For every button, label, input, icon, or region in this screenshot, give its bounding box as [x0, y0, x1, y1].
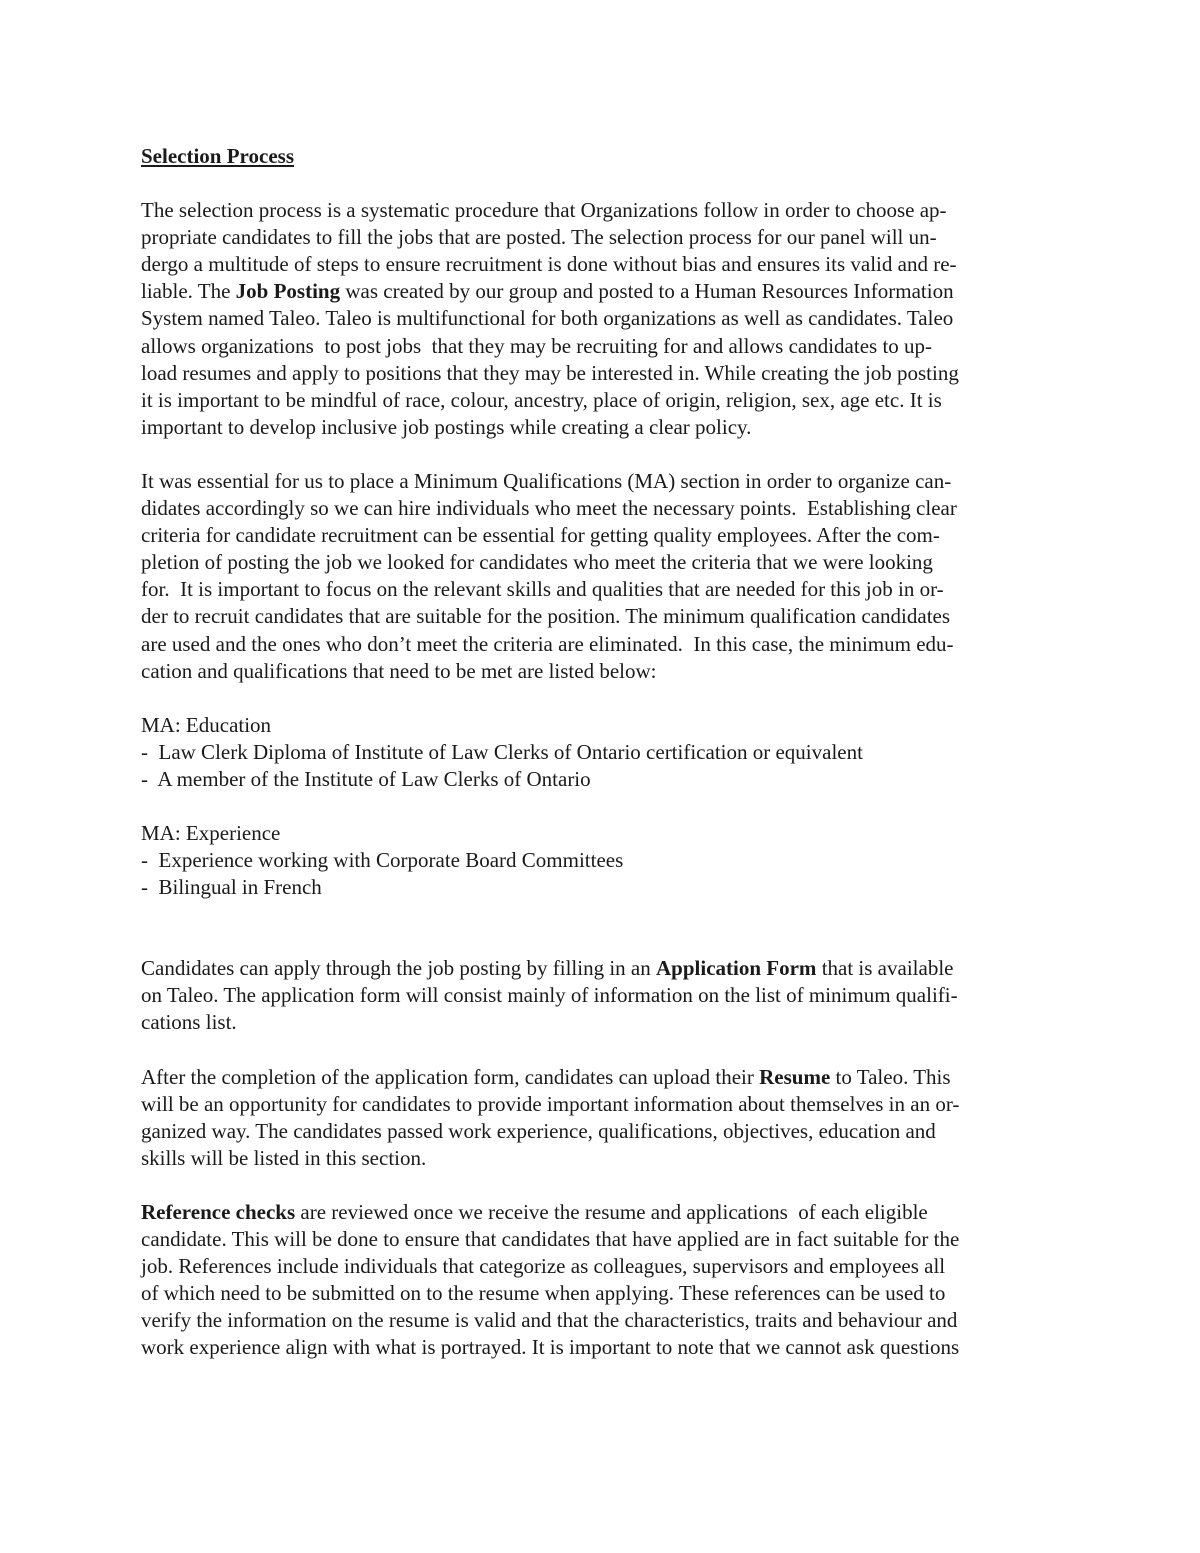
- text-line-application-form: [141, 955, 1061, 982]
- text-line: cation and qualifications that need to be met are listed below:: [141, 658, 657, 683]
- text-fragment: liable. The: [141, 279, 236, 304]
- bold-term-resume: Resume: [759, 1064, 831, 1089]
- text-fragment: After the completion of the application form, candidates can upload their: [141, 1064, 760, 1089]
- list-item: - A member of the Institute of Law Clerks of Ontario: [141, 766, 591, 791]
- text-line: cations list.: [141, 1010, 237, 1035]
- text-line: important to develop inclusive job postings while creating a clear policy.: [141, 414, 752, 439]
- text-line: didates accordingly so we can hire individuals who meet the necessary points. Establishing clear: [141, 496, 957, 521]
- bold-term-job-posting: Job Posting: [235, 279, 341, 304]
- text-line: ganized way. The candidates passed work experience, qualifications, objectives, education and: [141, 1118, 936, 1143]
- paragraph-selection-overview: [141, 197, 1061, 441]
- list-item: - Bilingual in French: [141, 875, 322, 900]
- text-line-job-posting: [141, 278, 1061, 305]
- text-line: It was essential for us to place a Minimum Qualifications (MA) section in order to organize can-: [141, 468, 952, 493]
- experience-section: [141, 820, 1061, 901]
- education-section: [141, 712, 1061, 793]
- text-line: skills will be listed in this section.: [141, 1145, 427, 1170]
- spacer: [141, 928, 1061, 955]
- list-item: - Law Clerk Diploma of Institute of Law Clerks of Ontario certification or equivalent: [141, 739, 863, 764]
- text-line: dergo a multitude of steps to ensure recruitment is done without bias and ensures its valid and re-: [141, 252, 957, 277]
- text-line: are used and the ones who don’t meet the criteria are eliminated. In this case, the minimum edu-: [141, 631, 954, 656]
- text-line: for. It is important to focus on the relevant skills and qualities that are needed for this job in or-: [141, 577, 944, 602]
- text-fragment: that is available: [816, 956, 954, 981]
- paragraph-application-form: [141, 955, 1061, 1036]
- text-line: The selection process is a systematic procedure that Organizations follow in order to choose ap-: [141, 198, 947, 223]
- bold-term-reference-checks: Reference checks: [141, 1199, 296, 1224]
- text-line: of which need to be submitted on to the resume when applying. These references can be used to: [141, 1281, 946, 1306]
- experience-list: [141, 847, 1061, 901]
- document-page: [141, 143, 1061, 1388]
- text-line: work experience align with what is portrayed. It is important to note that we cannot ask questions: [141, 1335, 960, 1360]
- text-line: pletion of posting the job we looked for candidates who meet the criteria that we were looking: [141, 550, 933, 575]
- text-line: propriate candidates to fill the jobs that are posted. The selection process for our panel will un-: [141, 225, 937, 250]
- education-list: [141, 739, 1061, 793]
- text-fragment: are reviewed once we receive the resume and applications of each eligible: [295, 1199, 928, 1224]
- text-fragment: was created by our group and posted to a Human Resources Information: [340, 279, 954, 304]
- text-line: candidate. This will be done to ensure that candidates that have applied are in fact suitable for the: [141, 1227, 960, 1251]
- paragraph-minimum-qualifications: [141, 468, 1061, 685]
- list-item: - Experience working with Corporate Board Committees: [141, 848, 624, 873]
- experience-label: MA: Experience: [141, 820, 281, 845]
- text-line: verify the information on the resume is valid and that the characteristics, traits and behaviour and: [141, 1308, 958, 1333]
- bold-term-application-form: Application Form: [656, 956, 817, 981]
- paragraph-resume: [141, 1064, 1061, 1172]
- paragraph-reference-checks: [141, 1199, 1061, 1362]
- text-line-resume: [141, 1064, 1061, 1091]
- section-title: Selection Process: [141, 144, 294, 168]
- text-line: load resumes and apply to positions that they may be interested in. While creating the job posting: [141, 360, 959, 385]
- text-fragment: to Taleo. This: [830, 1064, 951, 1089]
- text-line: criteria for candidate recruitment can be essential for getting quality employees. After the com-: [141, 523, 940, 548]
- text-line: on Taleo. The application form will consist mainly of information on the list of minimum qualifi-: [141, 983, 958, 1008]
- text-line: der to recruit candidates that are suitable for the position. The minimum qualification candidates: [141, 604, 951, 629]
- text-line: allows organizations to post jobs that they may be recruiting for and allows candidates to up-: [141, 333, 933, 358]
- text-fragment: Candidates can apply through the job posting by filling in an: [141, 956, 657, 981]
- text-line-reference-checks: [141, 1199, 1061, 1226]
- text-line: System named Taleo. Taleo is multifunctional for both organizations as well as candidates. Taleo: [141, 306, 954, 331]
- text-line: job. References include individuals that categorize as colleagues, supervisors and employees all: [141, 1254, 946, 1279]
- text-line: it is important to be mindful of race, colour, ancestry, place of origin, religion, sex, age etc. It is: [141, 387, 942, 412]
- education-label: MA: Education: [141, 712, 272, 737]
- text-line: will be an opportunity for candidates to provide important information about themselves in an or-: [141, 1091, 960, 1116]
